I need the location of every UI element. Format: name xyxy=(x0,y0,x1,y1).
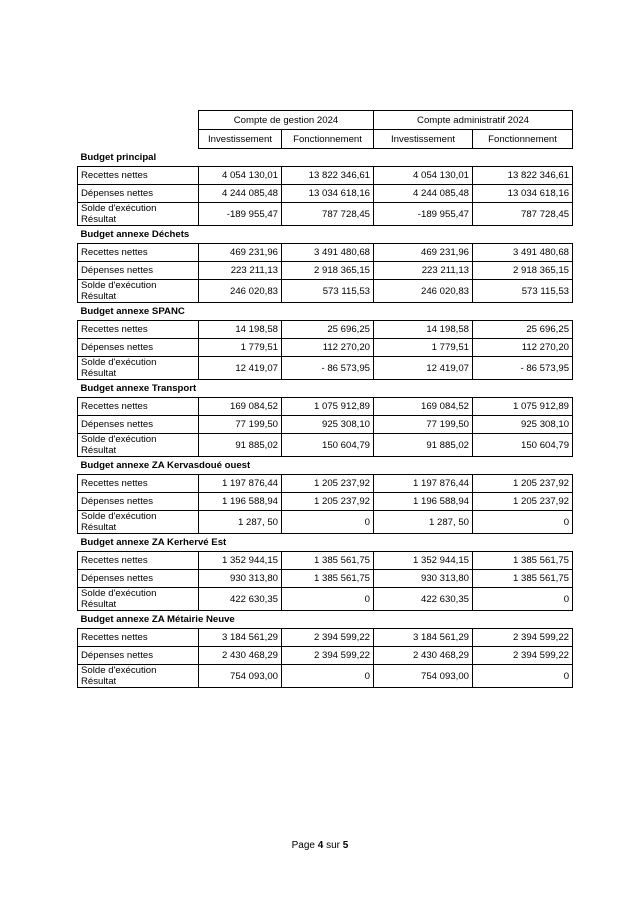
value-cell: 223 211,13 xyxy=(374,262,473,280)
value-cell: 2 394 599,22 xyxy=(473,647,573,665)
value-cell: 1 197 876,44 xyxy=(199,475,282,493)
header-row-groups xyxy=(78,111,573,130)
section-title: Budget annexe ZA Kerhervé Est xyxy=(80,537,227,548)
depenses-label: Dépenses nettes xyxy=(78,570,199,588)
header-fonctionnement: Fonctionnement xyxy=(282,130,374,149)
recettes-row xyxy=(78,629,573,647)
recettes-label: Recettes nettes xyxy=(78,244,199,262)
value-cell: 1 779,51 xyxy=(374,339,473,357)
value-cell: 1 779,51 xyxy=(199,339,282,357)
solde-resultat-label xyxy=(78,665,199,688)
value-cell: 3 184 561,29 xyxy=(199,629,282,647)
resultat-value: - 86 573,95 xyxy=(473,357,573,380)
value-cell: 13 822 346,61 xyxy=(282,167,374,185)
resultat-label: Résultat xyxy=(81,445,117,456)
section-title-row xyxy=(78,534,573,552)
value-cell: 1 205 237,92 xyxy=(282,493,374,511)
value-cell: 25 696,25 xyxy=(282,321,374,339)
value-cell: 112 270,20 xyxy=(473,339,573,357)
resultat-value: 787 728,45 xyxy=(473,203,573,226)
solde-value: 754 093,00 xyxy=(199,665,282,688)
resultat-value: 787 728,45 xyxy=(282,203,374,226)
depenses-label: Dépenses nettes xyxy=(78,416,199,434)
value-cell: 13 822 346,61 xyxy=(473,167,573,185)
page-total: 5 xyxy=(342,840,349,851)
recettes-row xyxy=(78,321,573,339)
header-empty-cell xyxy=(78,130,199,149)
header-empty-cell xyxy=(78,111,199,130)
resultat-label: Résultat xyxy=(81,291,117,302)
value-cell: 4 244 085,48 xyxy=(199,185,282,203)
recettes-row xyxy=(78,552,573,570)
value-cell: 13 034 618,16 xyxy=(473,185,573,203)
value-cell: 1 352 944,15 xyxy=(199,552,282,570)
section-title: Budget annexe Déchets xyxy=(80,229,190,240)
section-title-row xyxy=(78,226,573,244)
section-title-row xyxy=(78,380,573,398)
section-title: Budget annexe SPANC xyxy=(80,306,185,317)
value-cell: 2 394 599,22 xyxy=(473,629,573,647)
value-cell: 3 491 480,68 xyxy=(473,244,573,262)
budget-table xyxy=(77,110,573,688)
resultat-value: 0 xyxy=(473,511,573,534)
value-cell: 1 385 561,75 xyxy=(282,570,374,588)
value-cell: 1 385 561,75 xyxy=(282,552,374,570)
solde-resultat-row xyxy=(78,280,573,303)
depenses-label: Dépenses nettes xyxy=(78,493,199,511)
resultat-label: Résultat xyxy=(81,676,117,687)
resultat-value: 0 xyxy=(282,588,374,611)
value-cell: 930 313,80 xyxy=(374,570,473,588)
recettes-label: Recettes nettes xyxy=(78,167,199,185)
recettes-row xyxy=(78,167,573,185)
solde-value: 12 419,07 xyxy=(199,357,282,380)
depenses-row xyxy=(78,570,573,588)
depenses-label: Dépenses nettes xyxy=(78,262,199,280)
value-cell: 1 385 561,75 xyxy=(473,570,573,588)
resultat-value: 573 115,53 xyxy=(473,280,573,303)
value-cell: 1 205 237,92 xyxy=(282,475,374,493)
depenses-label: Dépenses nettes xyxy=(78,185,199,203)
value-cell: 469 231,96 xyxy=(199,244,282,262)
value-cell: 930 313,80 xyxy=(199,570,282,588)
resultat-label: Résultat xyxy=(81,522,117,533)
recettes-row xyxy=(78,244,573,262)
solde-label: Solde d'exécution xyxy=(81,357,157,368)
section-title-row xyxy=(78,303,573,321)
depenses-row xyxy=(78,185,573,203)
section-title-row xyxy=(78,457,573,475)
depenses-row xyxy=(78,262,573,280)
section-title: Budget principal xyxy=(80,152,157,163)
solde-resultat-row xyxy=(78,665,573,688)
recettes-row xyxy=(78,475,573,493)
solde-label: Solde d'exécution xyxy=(81,588,157,599)
solde-label: Solde d'exécution xyxy=(81,203,157,214)
resultat-value: 573 115,53 xyxy=(282,280,374,303)
resultat-value: 150 604,79 xyxy=(473,434,573,457)
value-cell: 169 084,52 xyxy=(374,398,473,416)
value-cell: 1 196 588,94 xyxy=(374,493,473,511)
value-cell: 14 198,58 xyxy=(374,321,473,339)
resultat-label: Résultat xyxy=(81,599,117,610)
header-compte-gestion: Compte de gestion 2024 xyxy=(199,111,374,130)
value-cell: 77 199,50 xyxy=(374,416,473,434)
recettes-label: Recettes nettes xyxy=(78,321,199,339)
solde-value: 1 287, 50 xyxy=(374,511,473,534)
resultat-value: - 86 573,95 xyxy=(282,357,374,380)
value-cell: 1 385 561,75 xyxy=(473,552,573,570)
value-cell: 2 430 468,29 xyxy=(374,647,473,665)
recettes-row xyxy=(78,398,573,416)
recettes-label: Recettes nettes xyxy=(78,475,199,493)
page-number: 4 xyxy=(317,840,324,851)
page-word: Page xyxy=(291,840,315,851)
depenses-row xyxy=(78,416,573,434)
solde-resultat-label xyxy=(78,203,199,226)
solde-resultat-row xyxy=(78,588,573,611)
section-title: Budget annexe Transport xyxy=(80,383,197,394)
solde-resultat-row xyxy=(78,434,573,457)
solde-value: -189 955,47 xyxy=(374,203,473,226)
section-title: Budget annexe ZA Métairie Neuve xyxy=(80,614,235,625)
header-row-subcolumns xyxy=(78,130,573,149)
recettes-label: Recettes nettes xyxy=(78,552,199,570)
resultat-value: 0 xyxy=(282,665,374,688)
solde-value: 246 020,83 xyxy=(199,280,282,303)
solde-value: 1 287, 50 xyxy=(199,511,282,534)
value-cell: 3 491 480,68 xyxy=(282,244,374,262)
value-cell: 169 084,52 xyxy=(199,398,282,416)
recettes-label: Recettes nettes xyxy=(78,398,199,416)
depenses-row xyxy=(78,493,573,511)
value-cell: 4 054 130,01 xyxy=(374,167,473,185)
budget-table-body xyxy=(78,111,573,688)
solde-resultat-row xyxy=(78,203,573,226)
value-cell: 1 352 944,15 xyxy=(374,552,473,570)
solde-label: Solde d'exécution xyxy=(81,434,157,445)
section-title-row xyxy=(78,611,573,629)
resultat-value: 0 xyxy=(282,511,374,534)
solde-resultat-label xyxy=(78,434,199,457)
value-cell: 3 184 561,29 xyxy=(374,629,473,647)
solde-value: 12 419,07 xyxy=(374,357,473,380)
resultat-label: Résultat xyxy=(81,368,117,379)
header-investissement: Investissement xyxy=(199,130,282,149)
value-cell: 469 231,96 xyxy=(374,244,473,262)
solde-resultat-row xyxy=(78,511,573,534)
value-cell: 2 918 365,15 xyxy=(282,262,374,280)
value-cell: 112 270,20 xyxy=(282,339,374,357)
solde-label: Solde d'exécution xyxy=(81,665,157,676)
header-compte-administratif: Compte administratif 2024 xyxy=(374,111,573,130)
value-cell: 1 205 237,92 xyxy=(473,493,573,511)
value-cell: 1 075 912,89 xyxy=(282,398,374,416)
solde-value: 422 630,35 xyxy=(199,588,282,611)
solde-resultat-label xyxy=(78,357,199,380)
page-footer xyxy=(0,840,640,851)
depenses-row xyxy=(78,647,573,665)
value-cell: 223 211,13 xyxy=(199,262,282,280)
solde-value: 246 020,83 xyxy=(374,280,473,303)
depenses-row xyxy=(78,339,573,357)
value-cell: 4 054 130,01 xyxy=(199,167,282,185)
value-cell: 2 394 599,22 xyxy=(282,647,374,665)
value-cell: 77 199,50 xyxy=(199,416,282,434)
section-title: Budget annexe ZA Kervasdoué ouest xyxy=(80,460,251,471)
solde-resultat-label xyxy=(78,511,199,534)
solde-value: 422 630,35 xyxy=(374,588,473,611)
depenses-label: Dépenses nettes xyxy=(78,339,199,357)
solde-resultat-label xyxy=(78,588,199,611)
solde-resultat-row xyxy=(78,357,573,380)
value-cell: 2 430 468,29 xyxy=(199,647,282,665)
recettes-label: Recettes nettes xyxy=(78,629,199,647)
section-title-row xyxy=(78,149,573,167)
value-cell: 1 205 237,92 xyxy=(473,475,573,493)
solde-value: 91 885,02 xyxy=(374,434,473,457)
depenses-label: Dépenses nettes xyxy=(78,647,199,665)
header-fonctionnement: Fonctionnement xyxy=(473,130,573,149)
value-cell: 2 918 365,15 xyxy=(473,262,573,280)
solde-label: Solde d'exécution xyxy=(81,511,157,522)
solde-value: -189 955,47 xyxy=(199,203,282,226)
solde-label: Solde d'exécution xyxy=(81,280,157,291)
value-cell: 925 308,10 xyxy=(282,416,374,434)
solde-value: 91 885,02 xyxy=(199,434,282,457)
resultat-label: Résultat xyxy=(81,214,117,225)
resultat-value: 0 xyxy=(473,588,573,611)
value-cell: 14 198,58 xyxy=(199,321,282,339)
value-cell: 25 696,25 xyxy=(473,321,573,339)
value-cell: 925 308,10 xyxy=(473,416,573,434)
sur-word: sur xyxy=(326,840,341,851)
value-cell: 2 394 599,22 xyxy=(282,629,374,647)
value-cell: 1 196 588,94 xyxy=(199,493,282,511)
value-cell: 1 197 876,44 xyxy=(374,475,473,493)
value-cell: 13 034 618,16 xyxy=(282,185,374,203)
solde-resultat-label xyxy=(78,280,199,303)
header-investissement: Investissement xyxy=(374,130,473,149)
value-cell: 4 244 085,48 xyxy=(374,185,473,203)
solde-value: 754 093,00 xyxy=(374,665,473,688)
value-cell: 1 075 912,89 xyxy=(473,398,573,416)
resultat-value: 150 604,79 xyxy=(282,434,374,457)
resultat-value: 0 xyxy=(473,665,573,688)
